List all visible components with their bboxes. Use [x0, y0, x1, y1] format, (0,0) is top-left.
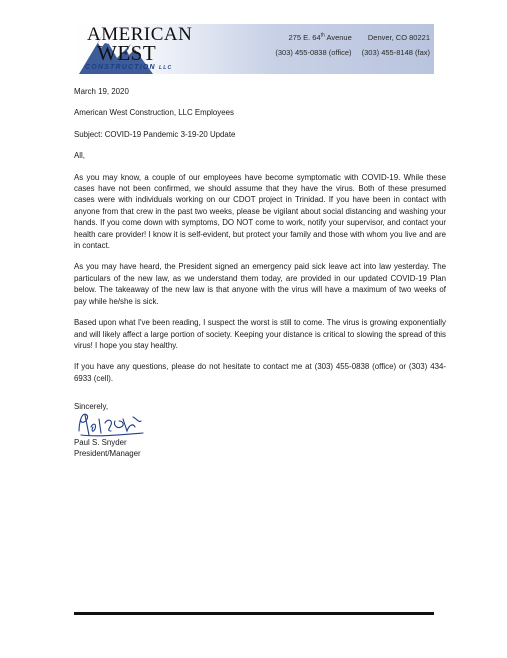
letter-subject: Subject: COVID-19 Pandemic 3-19-20 Update	[74, 129, 236, 139]
fax-phone: (303) 455-8148 (fax)	[361, 48, 430, 57]
paragraph-4: If you have any questions, please do not hesitate to contact me at (303) 455-0838 (office) or (303) 434-6933 (cell).	[74, 362, 446, 383]
street-number: 275 E. 64	[288, 32, 321, 42]
letter-recipient: American West Construction, LLC Employees	[74, 108, 234, 118]
logo-line1: AMERICAN	[87, 24, 193, 45]
city-state-zip: Denver, CO 80221	[367, 32, 430, 42]
letter-body	[74, 86, 446, 394]
address-line	[273, 32, 430, 42]
signer-title: President/Manager	[74, 449, 141, 458]
logo-sub-text: CONSTRUCTION	[85, 64, 156, 71]
letter-date: March 19, 2020	[74, 87, 129, 96]
street-address	[281, 33, 352, 42]
logo-subtitle	[85, 64, 172, 71]
letterhead	[73, 24, 434, 74]
paragraph-3: Based upon what I've been reading, I suspect the worst is still to come. The virus is growing exponentially and will likely affect a large portion of society. Keeping your distance is critical to slowing the spread of this virus! I hope you stay healthy.	[74, 318, 446, 350]
footer-divider	[74, 612, 434, 615]
logo-llc: LLC	[158, 65, 173, 71]
logo-line2: WEST	[97, 41, 157, 65]
street-name: Avenue	[324, 32, 352, 42]
phone-line	[267, 48, 430, 57]
office-phone: (303) 455-0838 (office)	[275, 48, 352, 57]
paragraph-2: As you may have heard, the President signed an emergency paid sick leave act into law yesterday. The particulars of the new law, as we understand them today, are provided in our updated COVID-19 Plan below. The takeaway of the new law is that anyone with the virus will have a maximum of two weeks of pay while he/she is sick.	[74, 262, 446, 306]
street-suffix: th	[320, 32, 325, 38]
signer-name: Paul S. Snyder	[74, 438, 127, 447]
letter-closing: Sincerely,	[74, 402, 109, 411]
paragraph-1: As you may know, a couple of our employees have become symptomatic with COVID-19. While these cases have not been confirmed, we should assume that they have the virus. Both of these presumed cases were with individuals working on our CDOT project in Trinidad. If you have been in contact with anyone from that crew in the past two weeks, please be vigilant about social distancing and washing your hands. If you come down with symptoms, DO NOT come to work, notify your supervisor, and contact your health care provider! I know it is self-evident, but protect your family and those with whom you live and are in contact.	[74, 172, 446, 251]
letter-salutation: All,	[74, 151, 85, 161]
company-logo	[73, 24, 193, 74]
